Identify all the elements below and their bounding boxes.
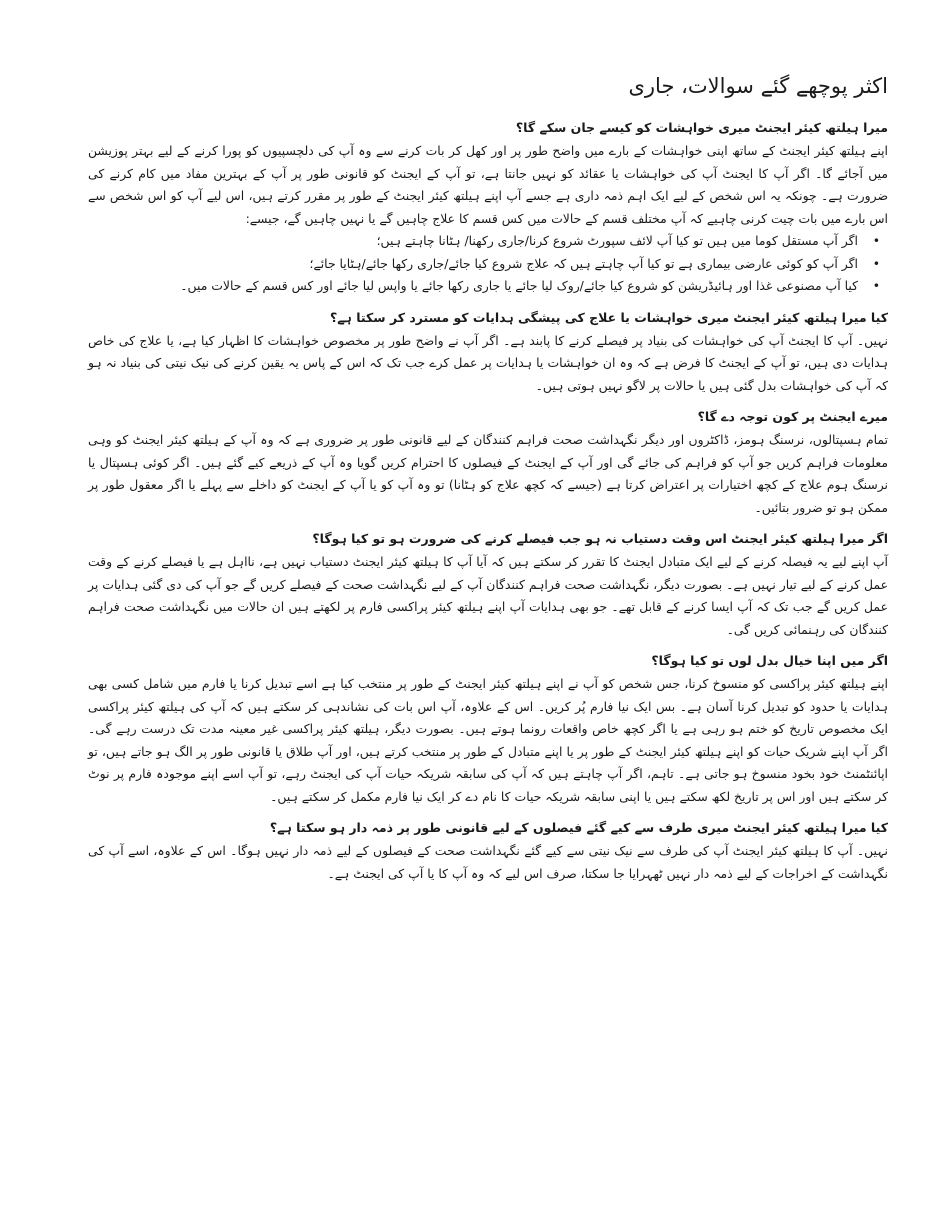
faq-answer: اپنے ہیلتھ کیئر پراکسی کو منسوخ کرنا، جس شخص کو آپ نے اپنے ہیلتھ کیئر ایجنٹ کے طور پر منتخب کیا ہے اسے تبدیل کرنا یا فارم میں شامل کسی بھی ہدایات یا حدود کو تبدیل کرنا آسان ہے۔ بس ایک نیا فارم پُر کریں۔ اس کے علاوہ، آپ اس بات کی نشاندہی کر سکتے ہیں کہ آپ کی ہیلتھ کیئر پراکسی ایک مخصوص تاریخ کو ختم ہو رہی ہے یا اگر کچھ خاص واقعات رونما ہوتے ہیں۔ بصورت دیگر، ہیلتھ کیئر پراکسی غیر معینہ مدت تک درست رہے گی۔ اگر آپ اپنے شریک حیات کو اپنے ہیلتھ کیئر ایجنٹ کے طور پر یا اپنے متبادل کے طور پر منتخب کرتے ہیں، اور آپ طلاق یا قانونی طور پر الگ ہو جاتے ہیں، تو اپائنٹمنٹ خود بخود منسوخ ہو جاتی ہے۔ تاہم، اگر آپ چاہتے ہیں کہ آپ کی سابقہ شریکہ حیات آپ کی ایجنٹ رہے، تو آپ اسے اپنے موجودہ فارم پر نوٹ کر سکتے ہیں اور اس پر تاریخ لکھ سکتے ہیں یا اپنی سابقہ شریکہ حیات کا نام دے کر ایک نیا فارم مکمل کر سکتے ہیں۔ <box>88 676 888 804</box>
list-item: • کیا آپ مصنوعی غذا اور ہائیڈریشن کو شروع کیا جائے/روک لیا جائے یا جاری رکھا جائے یا واپس لیا جائے اور کس قسم کے حالات میں۔ <box>88 275 858 298</box>
list-item: • اگر آپ کو کوئی عارضی بیماری ہے تو کیا آپ چاہتے ہیں کہ علاج شروع کیا جائے/جاری رکھا جائے/ہٹایا جائے؛ <box>88 253 858 276</box>
faq-section-override-wishes <box>88 308 888 398</box>
list-item: • اگر آپ مستقل کوما میں ہیں تو کیا آپ لائف سپورٹ شروع کرنا/جاری رکھنا/ ہٹانا چاہتے ہیں؛ <box>88 230 858 253</box>
faq-answer: اپنے ہیلتھ کیئر ایجنٹ کے ساتھ اپنی خواہشات کے بارے میں واضح طور پر اور کھل کر بات کرنے سے وہ آپ کی دلچسپیوں کو پورا کرنے کے لیے بہتر پوزیشن میں آجائے گا۔ اگر آپ کا ایجنٹ آپ کی خواہشات یا عقائد کو نہیں جانتا ہے، تو آپ کے ایجنٹ کو قانونی طور پر آپ کے بہترین مفاد میں کام کرنے کی ضرورت ہے۔ چونکہ یہ اس شخص کے لیے ایک اہم ذمہ داری ہے جسے آپ اپنے ہیلتھ کیئر ایجنٹ کے طور پر مقرر کرتے ہیں، اس لیے آپ کو اس شخص سے اس بارے میں بات چیت کرنی چاہیے کہ آپ مختلف قسم کے حالات میں کس قسم کا علاج چاہیں گے یا نہیں چاہیں گے، جیسے: <box>88 143 888 226</box>
faq-question: اگر میرا ہیلتھ کیئر ایجنٹ اس وقت دستیاب نہ ہو جب فیصلے کرنے کی ضرورت ہو تو کیا ہوگا؟ <box>312 531 888 546</box>
faq-section-change-mind <box>88 651 888 808</box>
faq-question: کیا میرا ہیلتھ کیئر ایجنٹ میری طرف سے کیے گئے فیصلوں کے لیے قانونی طور پر ذمہ دار ہو سکتا ہے؟ <box>269 820 888 835</box>
bullet-list <box>88 230 888 298</box>
faq-answer: آپ اپنے لیے یہ فیصلہ کرنے کے لیے ایک متبادل ایجنٹ کا تقرر کر سکتے ہیں کہ آیا آپ کا ہیلتھ کیئر ایجنٹ دستیاب نہیں ہے، نااہل ہے یا فیصلے کرنے کے وقت عمل کرنے کے لیے تیار نہیں ہے۔ بصورت دیگر، نگہداشت صحت فراہم کنندگان آپ کے لیے نگہداشت صحت کے فیصلے کریں گے جو آپ کی دی گئی ہدایات پر عمل کریں گے جب تک کہ آپ ایسا کرنے کے قابل تھے۔ جو بھی ہدایات آپ اپنے ہیلتھ کیئر پراکسی فارم پر لکھتے ہیں ان حالات میں نگہداشت صحت فراہم کنندگان کی رہنمائی کریں گی۔ <box>88 554 888 637</box>
faq-section-who-pays-attention <box>88 407 888 519</box>
faq-answer: تمام ہسپتالوں، نرسنگ ہومز، ڈاکٹروں اور دیگر نگہداشت صحت فراہم کنندگان کے لیے قانونی طور پر ضروری ہے کہ وہ آپ کے ہیلتھ کیئر ایجنٹ کو وہی معلومات فراہم کریں جو آپ کو فراہم کی جائے گی اور آپ کے ایجنٹ کے فیصلوں کا احترام کریں گویا وہ آپ کے ذریعے کیے گئے ہیں۔ اگر کوئی ہسپتال یا نرسنگ ہوم علاج کے کچھ اختیارات پر اعتراض کرتا ہے (جیسے کہ کچھ علاج کو ہٹانا) تو وہ آپ کو یا آپ کے ایجنٹ کو داخلے سے پہلے یا اگر معقول طور پر ممکن ہو تو ضرور بتائیں۔ <box>88 432 888 515</box>
faq-question: میرے ایجنٹ پر کون توجہ دے گا؟ <box>697 409 888 424</box>
faq-question: کیا میرا ہیلتھ کیئر ایجنٹ میری خواہشات یا علاج کی پیشگی ہدایات کو مسترد کر سکتا ہے؟ <box>329 309 888 325</box>
faq-section-agent-knowing-wishes <box>88 118 888 298</box>
faq-answer: نہیں۔ آپ کا ایجنٹ آپ کی خواہشات کی بنیاد پر فیصلے کرنے کا پابند ہے۔ اگر آپ نے واضح طور پر مخصوص خواہشات کا اظہار کیا ہے، یا علاج کی خاص ہدایات دی ہیں، تو آپ کے ایجنٹ کا فرض ہے کہ وہ ان خواہشات یا ہدایات پر عمل کرے جب تک کہ اس کے پاس یہ یقین کرنے کی نیک نیتی کی بنیاد نہ ہو کہ آپ کی خواہشات بدل گئی ہیں یا حالات پر لاگو نہیں ہوتی ہیں۔ <box>88 332 888 393</box>
faq-question: میرا ہیلتھ کیئر ایجنٹ میری خواہشات کو کیسے جان سکے گا؟ <box>515 120 888 135</box>
faq-section-agent-unavailable <box>88 529 888 641</box>
page-title: اکثر پوچھے گئے سوالات، جاری <box>628 74 888 98</box>
faq-section-legal-responsibility <box>88 818 888 885</box>
faq-question: اگر میں اپنا خیال بدل لوں تو کیا ہوگا؟ <box>651 653 888 668</box>
faq-answer: نہیں۔ آپ کا ہیلتھ کیئر ایجنٹ آپ کی طرف سے نیک نیتی سے کیے گئے نگہداشت صحت کے فیصلوں کے لیے ذمہ دار نہیں ہوگا۔ اس کے علاوہ، اسے آپ کی نگہداشت کے اخراجات کے لیے ذمہ دار نہیں ٹھہرایا جا سکتا، صرف اس لیے کہ وہ آپ کا یا آپ کی ایجنٹ ہے۔ <box>88 843 888 881</box>
